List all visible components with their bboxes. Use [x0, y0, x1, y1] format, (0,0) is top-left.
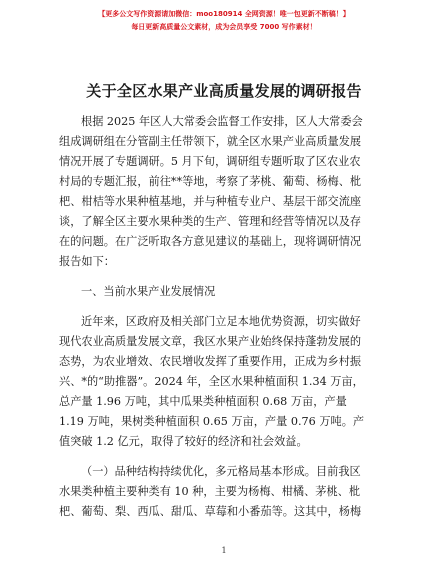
body-line: 现代农业高质量发展文章，我区水果产业始终保持蓬勃发展的	[59, 335, 362, 348]
body-line: 1.19 万吨，果树类种植面积 0.65 万亩，产量 0.76 万吨。产	[59, 415, 365, 428]
document-title: 关于全区水果产业高质量发展的调研报告	[86, 82, 362, 100]
body-line: 值突破 1.2 亿元，取得了较好的经济和社会效益。	[59, 435, 308, 448]
promo-line-1: 【更多公文写作资源请加微信：moo180914 全网资源！唯一包更新不断稿！】	[98, 10, 350, 18]
document-body	[59, 112, 399, 522]
body-line: 兴、*的“助推器”。2024 年，全区水果种植面积 1.34 万亩，	[59, 375, 364, 388]
body-line: 情况开展了专题调研。5 月下旬，调研组专题听取了区农业农	[59, 155, 361, 168]
body-line: 态势，为农业增效、农民增收发挥了重要作用，正成为乡村振	[59, 355, 362, 368]
body-line: 近年来，区政府及相关部门立足本地优势资源，切实做好	[81, 315, 361, 328]
body-line: 谈，了解全区主要水果种类的生产、管理和经营等情况以及存	[59, 215, 362, 228]
page-number: 1	[221, 546, 227, 555]
subsection-line: （一）品种结构持续优化，多元格局基本形成。目前我区	[81, 465, 361, 478]
body-line: 水果类种植主要种类有 10 种，主要为杨梅、柑橘、茅桃、枇	[59, 485, 361, 498]
body-line: 在的问题。在广泛听取各方意见建议的基础上，现将调研情况	[59, 235, 362, 248]
body-line: 总产量 1.96 万吨，其中瓜果类种植面积 0.68 万亩，产量	[59, 395, 347, 408]
promo-banner	[92, 8, 356, 34]
body-line: 根据 2025 年区人大常委会监督工作安排，区人大常委会	[81, 115, 363, 128]
body-line: 杷、葡萄、梨、西瓜、甜瓜、草莓和小番茄等。这其中，杨梅	[59, 505, 362, 518]
body-line: 村局的专题汇报，前往**等地，考察了茅桃、葡萄、杨梅、枇	[59, 175, 362, 188]
section-heading: 一、当前水果产业发展情况	[81, 285, 216, 298]
promo-line-2: 每日更新高质量公文素材，成为会员享受 7000 写作素材！	[131, 23, 317, 31]
body-line: 组成调研组在分管副主任带领下，就全区水果产业高质量发展	[59, 135, 362, 148]
body-line: 报告如下：	[59, 255, 115, 268]
body-line: 杷、柑桔等水果种植基地，并与种植专业户、基层干部交流座	[59, 195, 362, 208]
